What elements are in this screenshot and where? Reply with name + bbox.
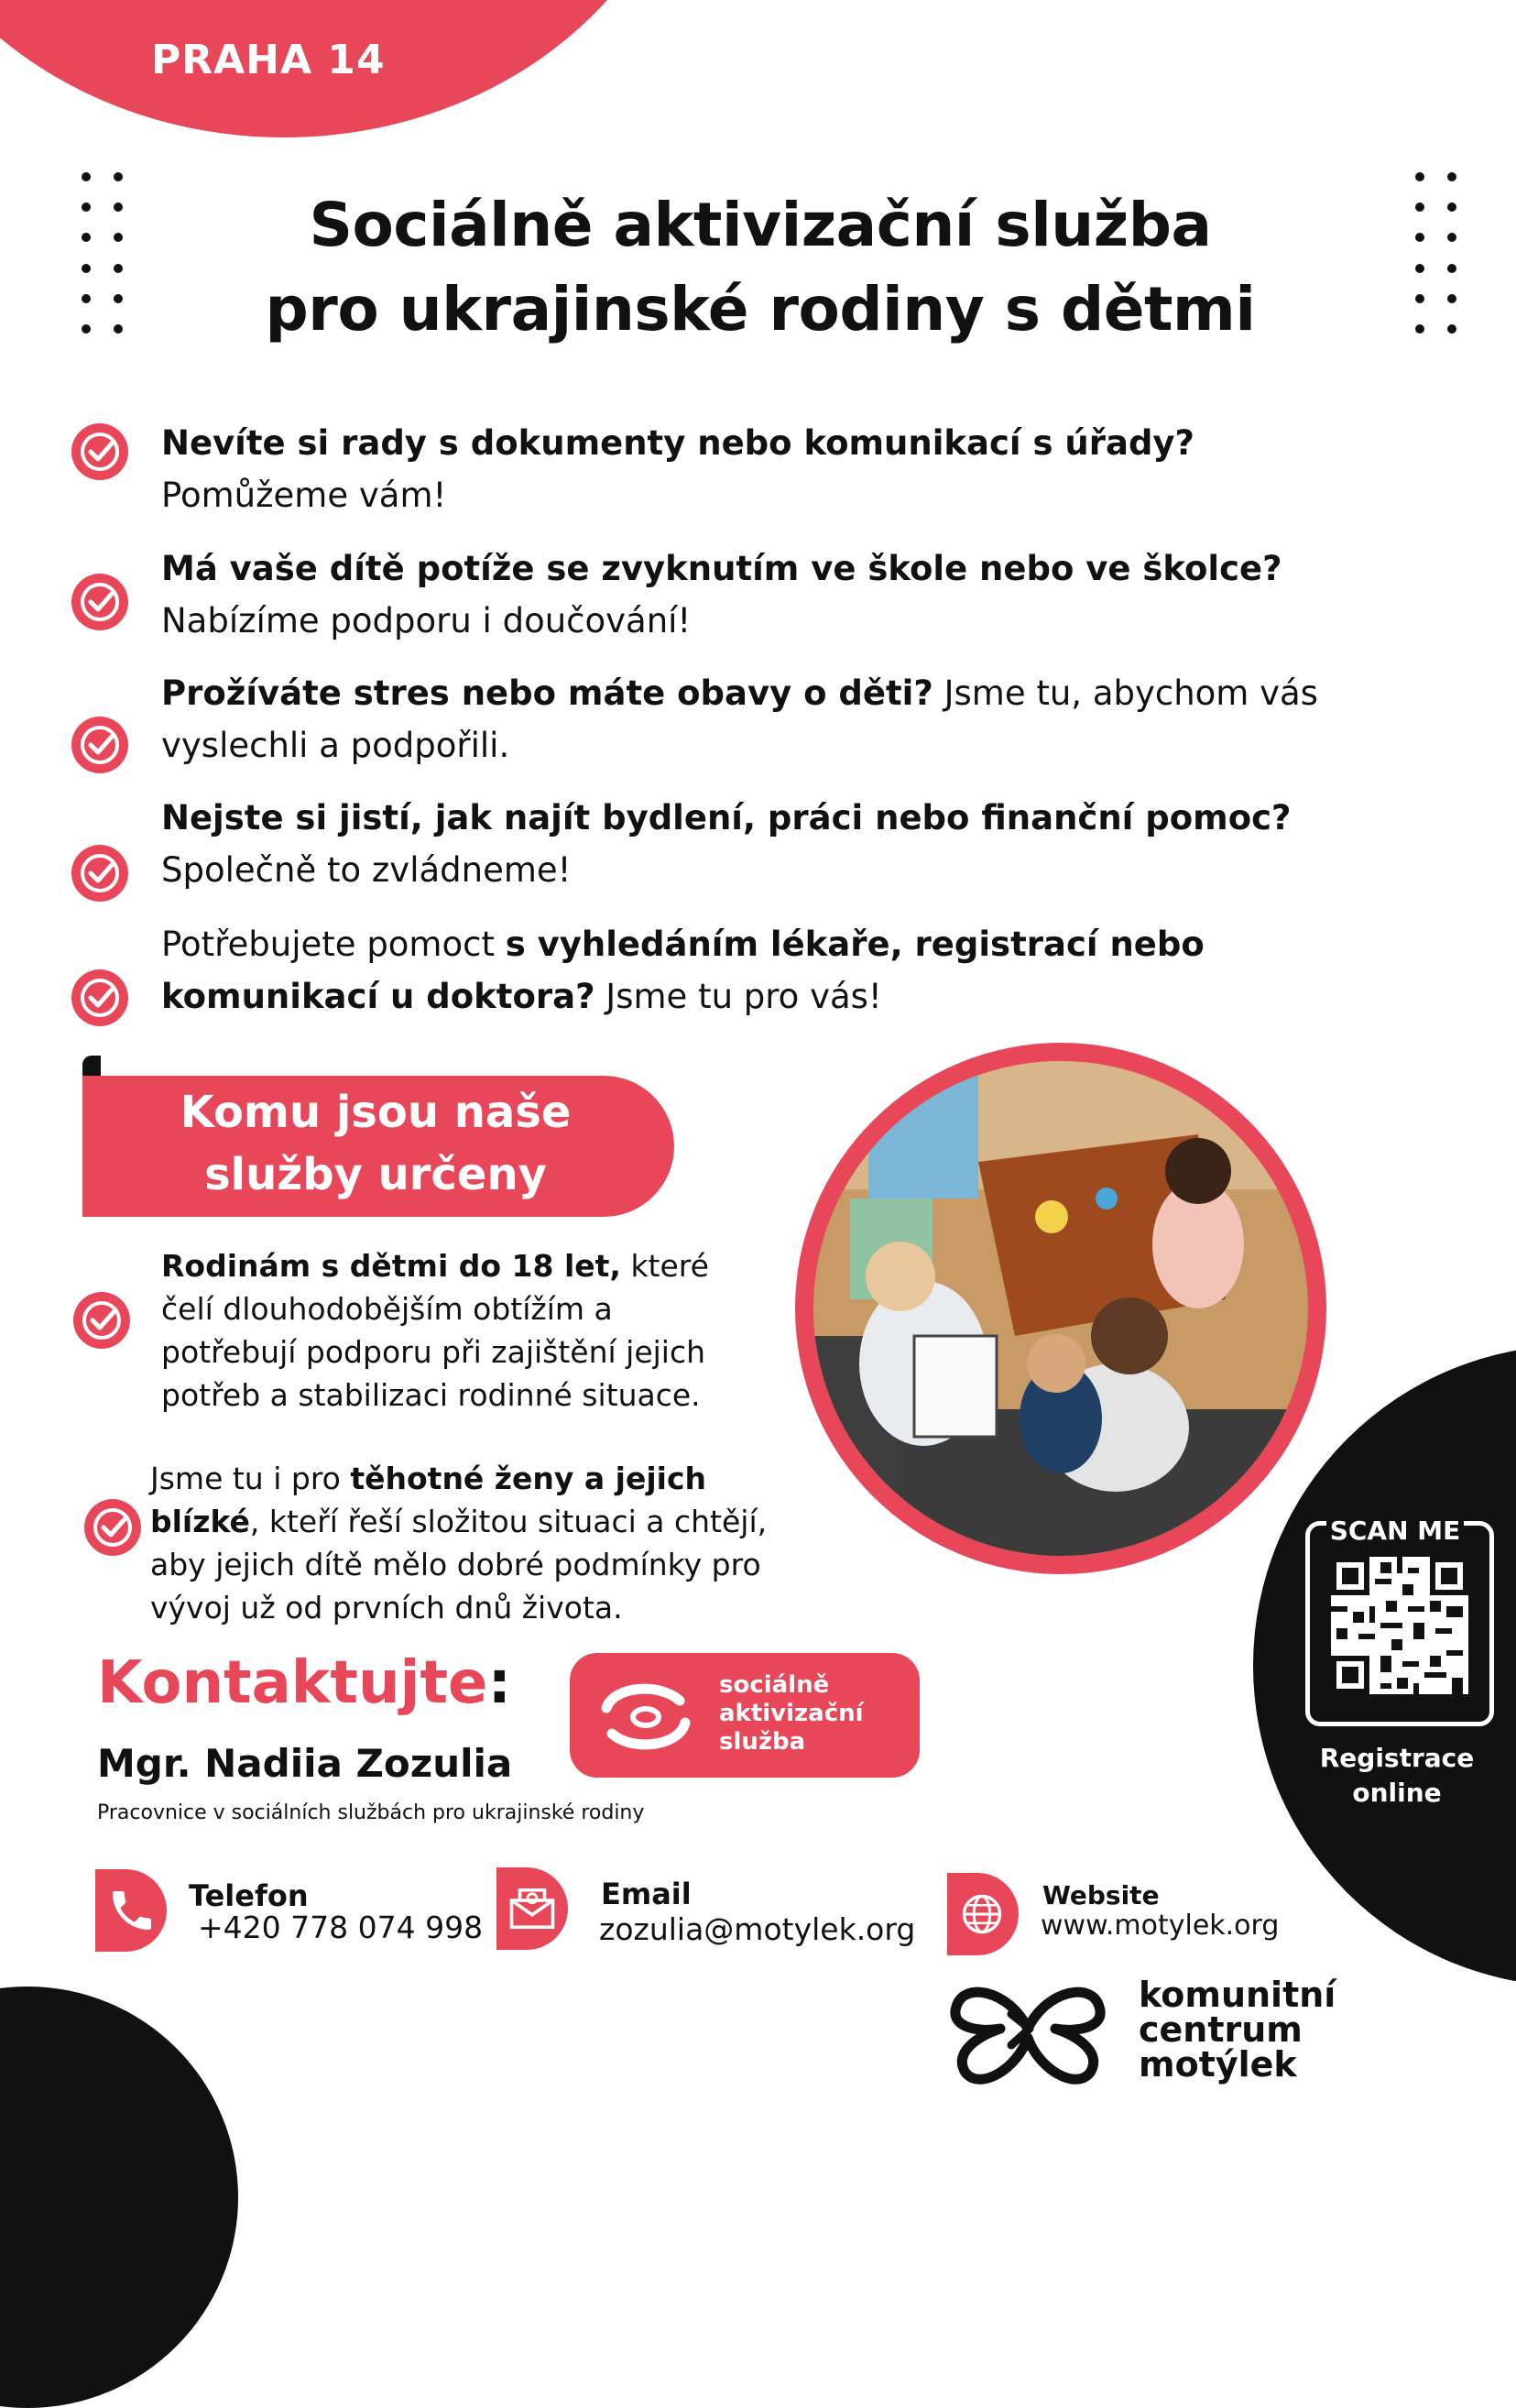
question-4-bold: Nejste si jistí, jak najít bydlení, práci nebo finanční pomoc?: [161, 798, 1292, 837]
question-2-bold: Má vaše dítě potíže se zvyknutím ve škole nebo ve školce?: [161, 549, 1282, 588]
service-badge-line-1: sociálně: [719, 1671, 830, 1699]
service-badge-line-2: aktivizační: [719, 1700, 864, 1727]
contact-name: Mgr. Nadiia Zozulia: [97, 1741, 513, 1786]
check-circle-icon: [70, 572, 130, 632]
lifebuoy-icon: [595, 1680, 696, 1754]
question-5-text: Jsme tu pro vás!: [594, 977, 882, 1016]
check-circle-icon: [71, 1290, 132, 1351]
dot-grid-right: [1403, 161, 1467, 345]
target-heading: [101, 1081, 650, 1206]
logo-line-3: motýlek: [1139, 2044, 1297, 2085]
contact-role: Pracovnice v sociálních službách pro ukrajinské rodiny: [97, 1801, 645, 1824]
check-circle-icon: [70, 843, 130, 903]
question-2-text: Nabízíme podporu i doučování!: [161, 601, 692, 640]
family-photo: [813, 1061, 1308, 1556]
check-circle-icon: [82, 1497, 143, 1558]
email-value[interactable]: zozulia@motylek.org: [599, 1911, 916, 1947]
title-line-1: Sociálně aktivizační služba: [309, 190, 1212, 260]
butterfly-logo-icon: [945, 1972, 1110, 2091]
target-item-2-pre: Jsme tu i pro: [150, 1461, 351, 1496]
registration-caption-line-1: Registrace: [1319, 1743, 1475, 1773]
question-1-bold: Nevíte si rady s dokumenty nebo komunikací s úřady?: [161, 423, 1195, 463]
website-icon-box[interactable]: [947, 1873, 1019, 1955]
check-circle-icon: [70, 421, 130, 482]
question-3-bold: Prožíváte stres nebo máte obavy o děti?: [161, 673, 933, 713]
question-5-pre: Potřebujete pomoct: [161, 925, 506, 964]
phone-label: Telefon: [189, 1878, 309, 1913]
phone-value[interactable]: +420 778 074 998: [198, 1910, 484, 1945]
district-label: PRAHA 14: [151, 37, 386, 83]
check-circle-icon: [70, 715, 130, 775]
target-item-2-bold: těhotné ženy a jejich blízké: [150, 1461, 707, 1539]
target-item-1-bold: Rodinám s dětmi do 18 let,: [161, 1248, 621, 1284]
bottom-decor-shape: [0, 1987, 238, 2408]
website-value[interactable]: www.motylek.org: [1041, 1910, 1280, 1942]
website-label: Website: [1042, 1880, 1160, 1910]
service-badge-text: [719, 1671, 864, 1757]
title-line-2: pro ukrajinské rodiny s dětmi: [265, 274, 1256, 345]
phone-icon-box[interactable]: [95, 1869, 167, 1952]
page-title: [147, 183, 1374, 352]
question-1-text: Pomůžeme vám!: [161, 476, 447, 515]
target-heading-line-2: služby určeny: [204, 1149, 547, 1200]
question-5-bold: s vyhledáním lékaře, registrací nebo komunikací u doktora?: [161, 925, 1205, 1016]
registration-caption-line-2: online: [1352, 1778, 1442, 1808]
target-item-2-text: , kteří řeší složitou situaci a chtějí, aby jejich dítě mělo dobré podmínky pro vývoj už od prvních dnů života.: [150, 1504, 768, 1625]
logo-line-1: komunitní: [1139, 1975, 1336, 2015]
phone-icon[interactable]: [106, 1885, 158, 1936]
family-photo-frame: [795, 1043, 1326, 1574]
globe-icon[interactable]: [958, 1890, 1006, 1938]
check-circle-icon: [70, 968, 130, 1028]
target-item-1-text: které čelí dlouhodobějším obtížím a potřebují podporu při zajištění jejich potřeb a stabilizaci rodinné situace.: [161, 1248, 709, 1413]
logo-text: [1139, 1975, 1336, 2085]
logo-line-2: centrum: [1139, 2009, 1303, 2050]
family-photo-illustration: [813, 1061, 1308, 1556]
email-icon-box[interactable]: [496, 1867, 568, 1950]
question-5: [161, 918, 1315, 1023]
target-item-2: [150, 1457, 782, 1629]
question-2: [161, 542, 1380, 647]
question-4-text: Společně to zvládneme!: [161, 850, 572, 890]
scan-me-label: SCAN ME: [1326, 1516, 1464, 1546]
contact-heading-text: Kontaktujte: [97, 1649, 488, 1717]
registration-caption: [1282, 1741, 1511, 1811]
target-heading-line-1: Komu jsou naše: [180, 1087, 572, 1138]
question-1: [161, 417, 1380, 521]
qr-code-frame[interactable]: [1305, 1521, 1494, 1726]
question-3: [161, 667, 1380, 772]
service-badge-line-3: služba: [719, 1728, 806, 1756]
dot-grid-left: [70, 161, 134, 345]
envelope-icon[interactable]: [507, 1884, 557, 1933]
question-4: [161, 792, 1380, 896]
question-3-text: Jsme tu, abychom vás vyslechli a podpořili.: [161, 673, 1318, 765]
email-label: Email: [601, 1877, 692, 1911]
target-item-1: [161, 1244, 729, 1417]
contact-heading: [97, 1649, 511, 1717]
contact-heading-colon: :: [487, 1649, 512, 1717]
qr-code-icon[interactable]: [1331, 1557, 1468, 1694]
